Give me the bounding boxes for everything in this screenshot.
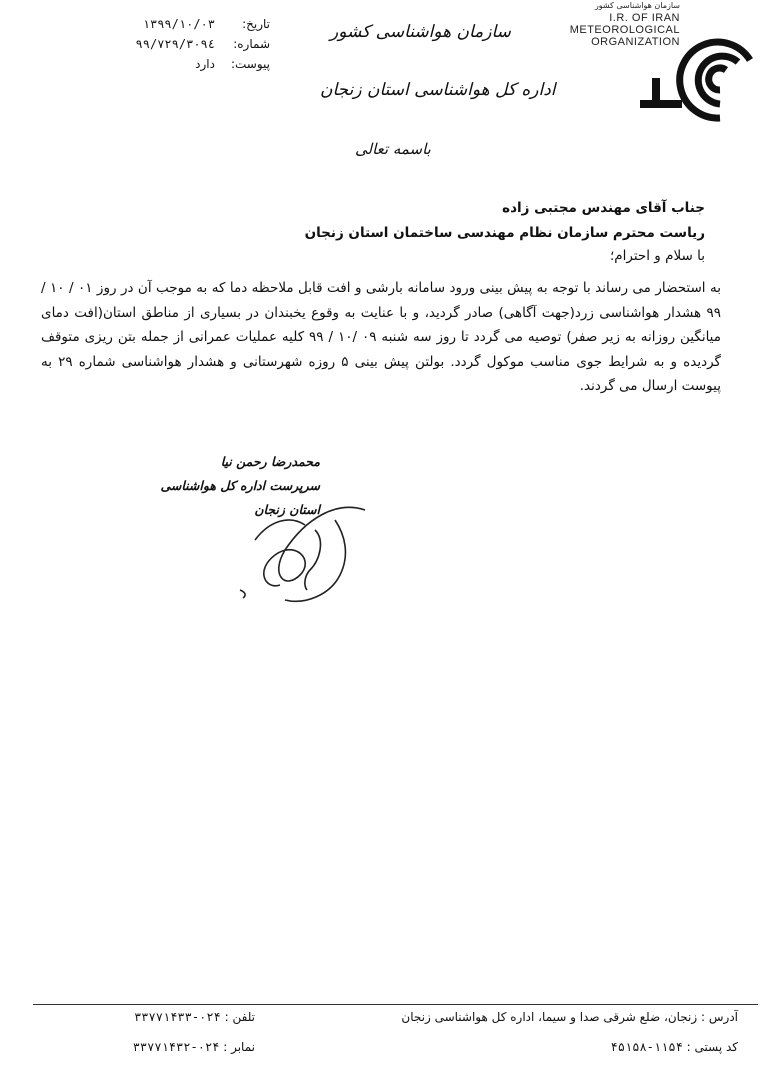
logo-fa-name: سازمان هواشناسی کشور [594, 1, 680, 10]
meta-number [110, 34, 270, 54]
phone-label: تلفن : [224, 1010, 255, 1024]
logo-en-line3: ORGANIZATION [591, 36, 680, 48]
signer-title: سرپرست اداره کل هواشناسی استان زنجان [160, 478, 320, 517]
footer-address [401, 1010, 738, 1024]
number-value: ۹۹/۷۲۹/۳۰۹٤ [135, 37, 215, 51]
org-name: سازمان هواشناسی کشور [330, 22, 511, 42]
footer-postal-code [611, 1040, 738, 1054]
invocation: باسمه تعالی [355, 140, 431, 158]
postal-value: ۱۱۵۴-۴۵۱۵۸ [610, 1040, 683, 1054]
footer-fax [125, 1040, 255, 1054]
date-value: ۱۳۹۹/۱۰/۰۳ [142, 17, 215, 31]
greeting: با سلام و احترام؛ [609, 248, 705, 264]
phone-value: ۰۲۴-۳۳۷۷۱۴۳۳ [134, 1010, 221, 1024]
handwritten-signature [225, 480, 385, 620]
footer-divider [33, 1004, 758, 1005]
footer-phone [125, 1010, 255, 1024]
number-label: شماره: [233, 37, 270, 51]
addressee-name: جناب آقای مهندس مجتبی زاده [502, 200, 705, 216]
department-name: اداره کل هواشناسی استان زنجان [320, 80, 556, 100]
meta-attachment [110, 54, 270, 74]
date-label: تاریخ: [242, 17, 270, 31]
addressee [305, 196, 705, 246]
logo-en-line2: METEOROLOGICAL [569, 24, 680, 36]
signer-name: محمدرضا رحمن نیا [220, 454, 320, 469]
letter-body: به استحضار می رساند با توجه به پیش بینی ورود سامانه بارشی و افت قابل ملاحظه دما که به موجب آن در روز ۰۱ / ۱۰ / ۹۹ هشدار هواشناسی زرد(جهت آگاهی) صادر گردید، و با عنایت به وقوع یخبندان در بسیاری از مناطق استان(افت دمای میانگین روزانه به زیر صفر) توصیه می گردد تا روز سه شنبه ۰۹ /۱۰ / ۹۹ کلیه عملیات عمرانی از جمله بتن ریزی متوقف گردیده و به شرایط جوی مناسب موکول گردد. بولتن پیش بینی ۵ روزه شهرستانی و هشدار هواشناسی شماره ۲۹ به پیوست ارسال می گردند. [41, 280, 721, 394]
address-value: زنجان، ضلع شرقی صدا و سیما، اداره کل هواشناسی زنجان [401, 1010, 698, 1024]
postal-label: کد پستی : [686, 1040, 738, 1054]
meta-date [110, 14, 270, 34]
attachment-label: پیوست: [230, 57, 270, 71]
attachment-value: دارد [195, 57, 215, 71]
logo-en-line1: I.R. OF IRAN [609, 12, 680, 24]
fax-value: ۰۲۴-۳۳۷۷۱۴۳۲ [132, 1040, 220, 1054]
fax-label: نمابر : [223, 1040, 255, 1054]
logo-text [560, 0, 680, 48]
address-label: آدرس : [701, 1010, 738, 1024]
letter-meta [110, 14, 270, 74]
addressee-title: ریاست محترم سازمان نظام مهندسی ساختمان استان زنجان [304, 225, 705, 241]
